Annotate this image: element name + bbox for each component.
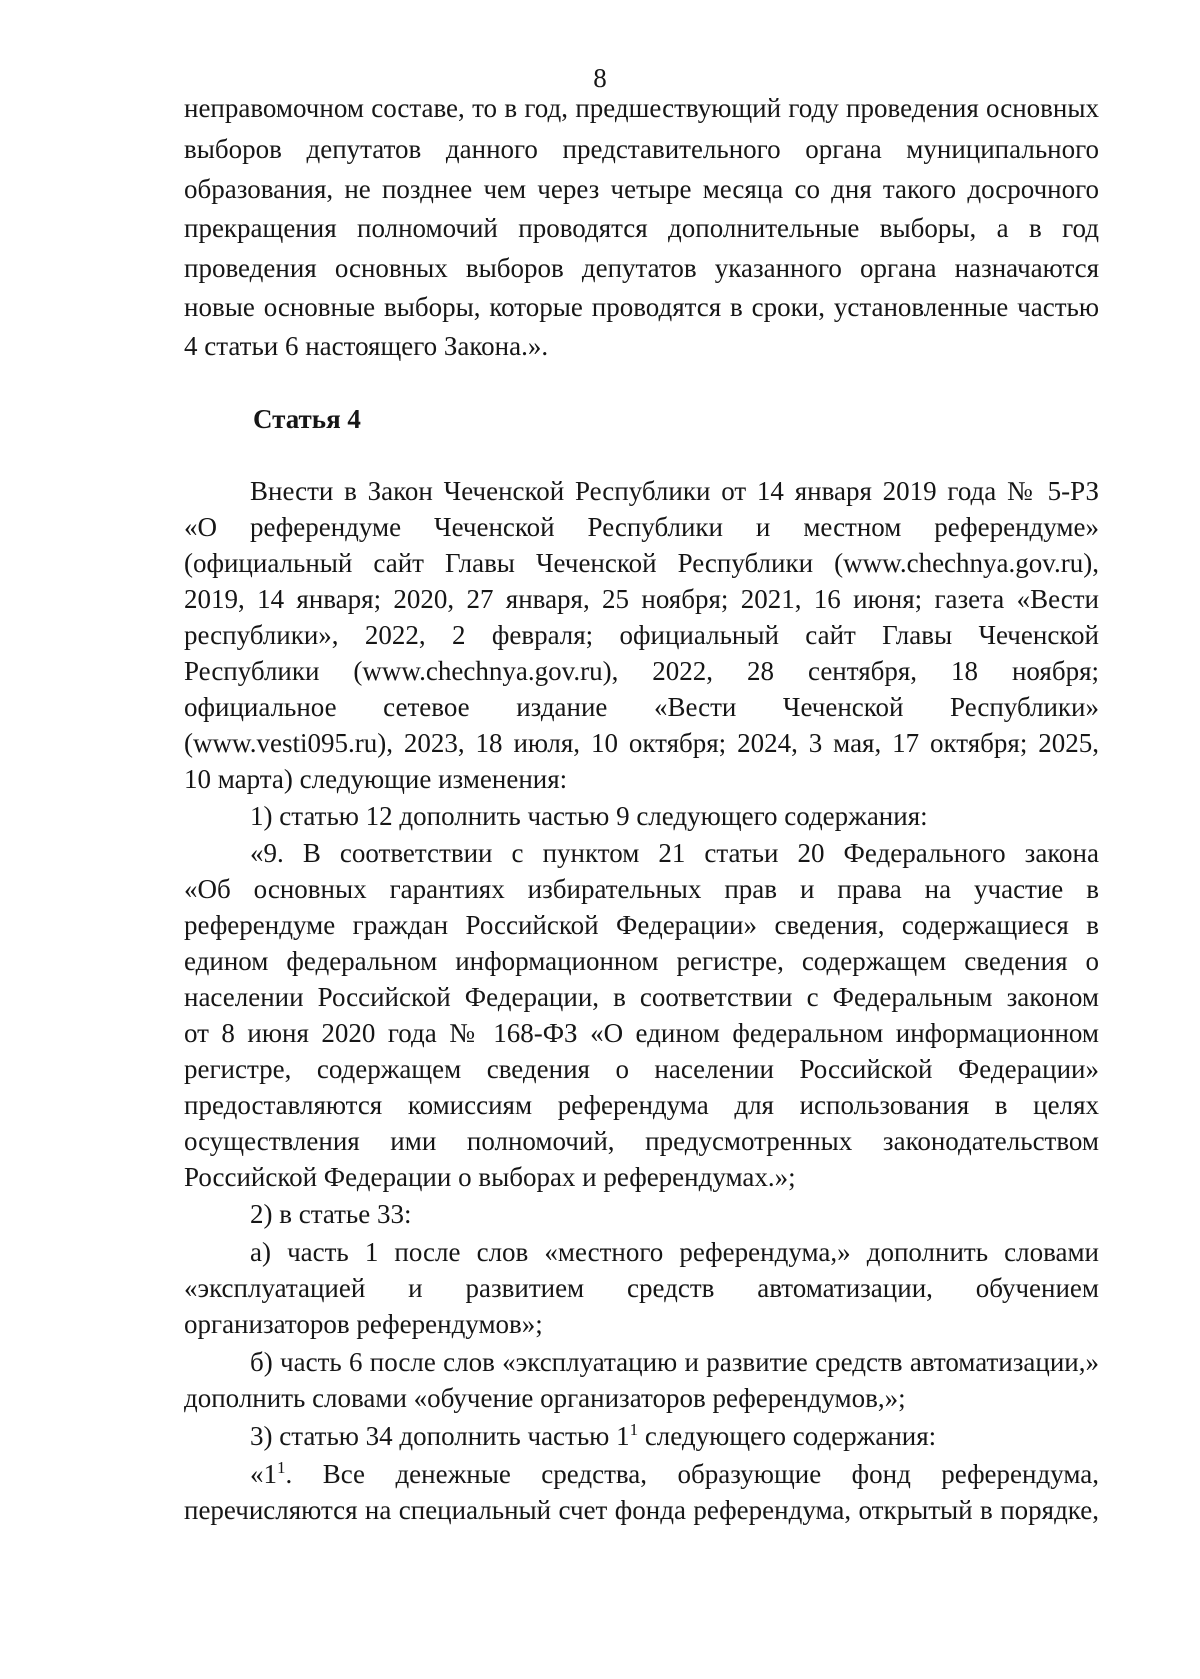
superscript: 1 xyxy=(277,1458,286,1477)
text-line: республики», 2022, 2 февраля; официальный сайт Главы Чеченской xyxy=(184,620,1099,650)
text-line: Российской Федерации о выборах и референдумах.»; xyxy=(184,1162,796,1192)
text-line: населении Российской Федерации, в соответствии с Федеральным законом xyxy=(184,982,1099,1012)
text-line: официальное сетевое издание «Вести Чеченской Республики» xyxy=(184,692,1099,722)
text-fragment: 3) статью 34 дополнить частью 1 xyxy=(250,1421,630,1451)
text-line: «эксплуатацией и развитием средств автоматизации, обучением xyxy=(184,1273,1099,1303)
text-fragment: следующего содержания: xyxy=(638,1421,937,1451)
text-line: предоставляются комиссиям референдума для использования в целях xyxy=(184,1090,1099,1120)
text-line: референдуме граждан Российской Федерации» сведения, содержащиеся в xyxy=(184,910,1099,940)
text-line xyxy=(250,1458,1099,1490)
text-line: организаторов референдумов»; xyxy=(184,1309,543,1339)
text-line: проведения основных выборов депутатов указанного органа назначаются xyxy=(184,253,1099,283)
text-line: новые основные выборы, которые проводятся в сроки, установленные частью xyxy=(184,292,1099,322)
article-heading: Статья 4 xyxy=(253,404,361,434)
list-item xyxy=(250,1420,1099,1452)
text-line: 2019, 14 января; 2020, 27 января, 25 ноября; 2021, 16 июня; газета «Вести xyxy=(184,584,1099,614)
text-line: «9. В соответствии с пунктом 21 статьи 20 Федерального закона xyxy=(250,838,1099,868)
text-line: 10 марта) следующие изменения: xyxy=(184,764,568,794)
text-line: прекращения полномочий проводятся дополнительные выборы, а в год xyxy=(184,213,1099,243)
list-item: 1) статью 12 дополнить частью 9 следующего содержания: xyxy=(250,801,928,831)
text-line: едином федеральном информационном регистре, содержащем сведения о xyxy=(184,946,1099,976)
text-line: «Об основных гарантиях избирательных прав и права на участие в xyxy=(184,874,1099,904)
text-fragment: «1 xyxy=(250,1459,277,1489)
text-line: «О референдуме Чеченской Республики и местном референдуме» xyxy=(184,512,1099,542)
text-line: перечисляются на специальный счет фонда референдума, открытый в порядке, xyxy=(184,1495,1099,1525)
text-line: осуществления ими полномочий, предусмотренных законодательством xyxy=(184,1126,1099,1156)
page-number: 8 xyxy=(593,63,607,93)
text-line: а) часть 1 после слов «местного референдума,» дополнить словами xyxy=(250,1237,1099,1267)
text-line: неправомочном составе, то в год, предшествующий году проведения основных xyxy=(184,93,1099,123)
text-line: 4 статьи 6 настоящего Закона.». xyxy=(184,331,549,361)
list-item: 2) в статье 33: xyxy=(250,1199,412,1229)
text-line: от 8 июня 2020 года № 168-ФЗ «О едином федеральном информационном xyxy=(184,1018,1099,1048)
superscript: 1 xyxy=(629,1420,639,1439)
text-line: б) часть 6 после слов «эксплуатацию и развитие средств автоматизации,» xyxy=(250,1347,1099,1377)
text-fragment: . Все денежные средства, образующие фонд референдума, xyxy=(285,1459,1099,1489)
text-line: регистре, содержащем сведения о населении Российской Федерации» xyxy=(184,1054,1099,1084)
text-line: Республики (www.chechnya.gov.ru), 2022, 28 сентября, 18 ноября; xyxy=(184,656,1099,686)
text-line: выборов депутатов данного представительного органа муниципального xyxy=(184,134,1099,164)
text-line: (официальный сайт Главы Чеченской Республики (www.chechnya.gov.ru), xyxy=(184,548,1099,578)
text-line: (www.vesti095.ru), 2023, 18 июля, 10 октября; 2024, 3 мая, 17 октября; 2025, xyxy=(184,728,1099,758)
text-line: образования, не позднее чем через четыре месяца со дня такого досрочного xyxy=(184,174,1099,204)
text-line: Внести в Закон Чеченской Республики от 14 января 2019 года № 5-РЗ xyxy=(250,476,1099,506)
text-line: дополнить словами «обучение организаторов референдумов,»; xyxy=(184,1383,906,1413)
